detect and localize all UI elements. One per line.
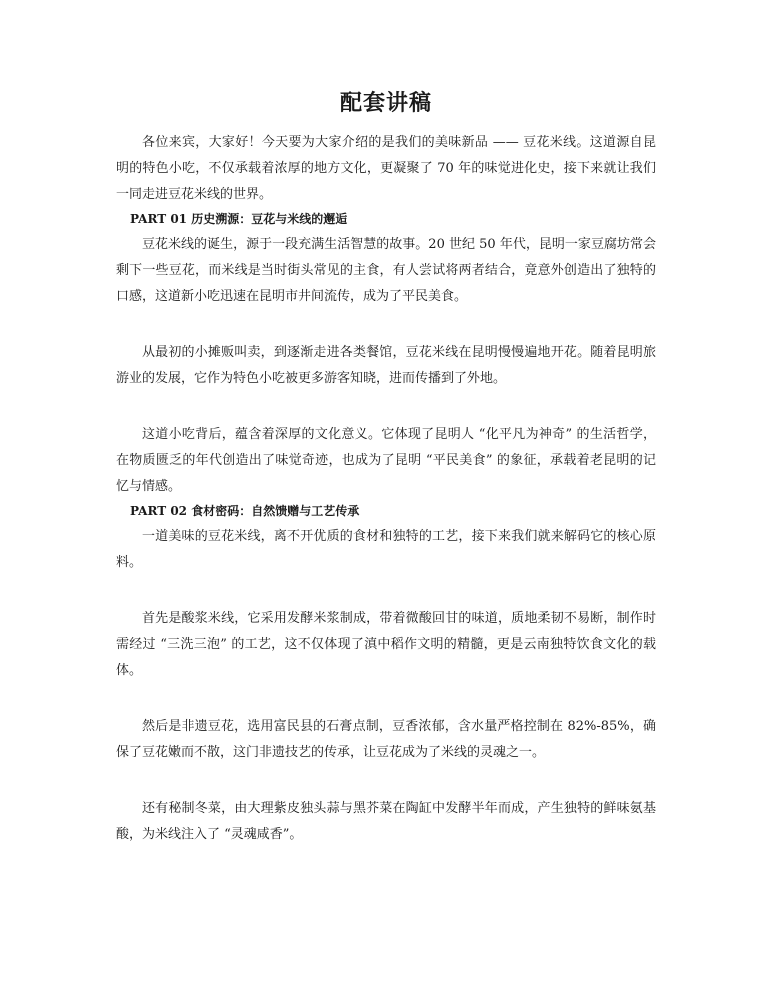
paragraph-gap bbox=[116, 766, 656, 796]
paragraph-gap bbox=[116, 310, 656, 340]
ingredients-paragraph-1: 一道美味的豆花米线，离不开优质的食材和独特的工艺，接下来我们就来解码它的核心原料。 bbox=[116, 529, 656, 570]
history-paragraph-1: 豆花米线的诞生，源于一段充满生活智慧的故事。20 世纪 50 年代，昆明一家豆腐坊常会剩下一些豆花，而米线是当时街头常见的主食，有人尝试将两者结合，竟意外创造出了独特的口感，这道新小吃迅速在昆明市井间流传，成为了平民美食。 bbox=[116, 237, 656, 304]
history-paragraph-2: 从最初的小摊贩叫卖，到逐渐走进各类餐馆，豆花米线在昆明慢慢遍地开花。随着昆明旅游业的发展，它作为特色小吃被更多游客知晓，进而传播到了外地。 bbox=[116, 345, 656, 386]
ingredients-paragraph-3: 然后是非遗豆花，选用富民县的石膏点制，豆香浓郁，含水量严格控制在 82%-85%，确保了豆花嫩而不散，这门非遗技艺的传承，让豆花成为了米线的灵魂之一。 bbox=[116, 719, 656, 760]
paragraph-gap bbox=[116, 576, 656, 606]
history-paragraph-3: 这道小吃背后，蕴含着深厚的文化意义。它体现了昆明人 “化平凡为神奇” 的生活哲学，在物质匮乏的年代创造出了味觉奇迹，也成为了昆明 “平民美食” 的象征，承载着老昆明的记忆与情感。 bbox=[116, 427, 656, 494]
ingredients-paragraph-4: 还有秘制冬菜，由大理紫皮独头蒜与黑芥菜在陶缸中发酵半年而成，产生独特的鲜味氨基酸，为米线注入了 “灵魂咸香”。 bbox=[116, 801, 656, 842]
section-heading-part2: PART 02 食材密码：自然馈赠与工艺传承 bbox=[130, 504, 360, 518]
paragraph-gap bbox=[116, 684, 656, 714]
section-heading-part1: PART 01 历史溯源：豆花与米线的邂逅 bbox=[130, 212, 348, 226]
document-page bbox=[116, 86, 656, 848]
document-title: 配套讲稿 bbox=[339, 90, 432, 116]
paragraph-gap bbox=[116, 392, 656, 422]
ingredients-paragraph-2: 首先是酸浆米线，它采用发酵米浆制成，带着微酸回甘的味道，质地柔韧不易断，制作时需经过 “三洗三泡” 的工艺，这不仅体现了滇中稻作文明的精髓，更是云南独特饮食文化的载体。 bbox=[116, 611, 656, 678]
intro-paragraph: 各位来宾，大家好！今天要为大家介绍的是我们的美味新品 —— 豆花米线。这道源自昆明的特色小吃，不仅承载着浓厚的地方文化，更凝聚了 70 年的味觉进化史，接下来就让我们一同走进豆花米线的世界。 bbox=[116, 135, 656, 202]
